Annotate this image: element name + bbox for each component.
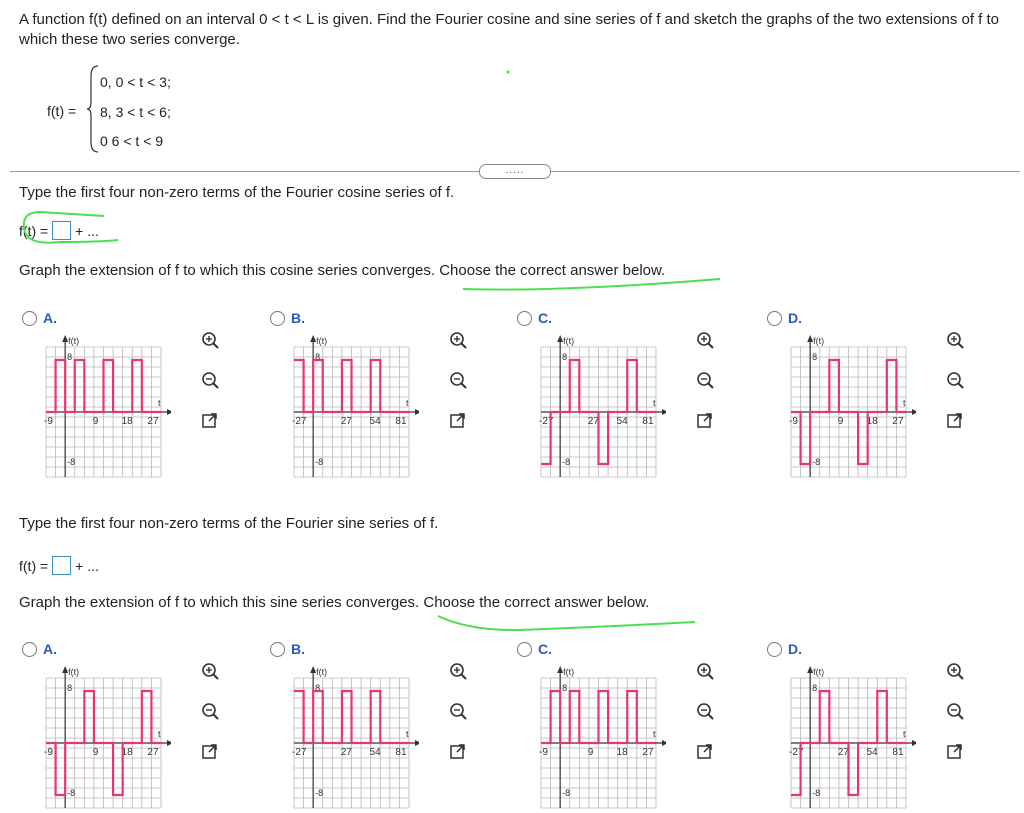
- sine-option-radio[interactable]: [270, 642, 285, 657]
- annotation-dot: [507, 71, 510, 74]
- zoom-out-icon[interactable]: [201, 702, 219, 720]
- x-tick-label: 27: [340, 416, 352, 427]
- zoom-out-icon[interactable]: [201, 371, 219, 389]
- zoom-in-icon[interactable]: [449, 662, 467, 680]
- y-tick-bottom: -8: [315, 788, 324, 798]
- open-external-icon[interactable]: [696, 742, 714, 760]
- x-tick-label: -9: [44, 747, 53, 758]
- cosine-option-a[interactable]: [22, 310, 57, 326]
- cosine-option-label: A.: [43, 310, 57, 326]
- zoom-in-icon[interactable]: [449, 331, 467, 349]
- cosine-option-radio[interactable]: [767, 311, 782, 326]
- open-external-icon[interactable]: [201, 411, 219, 429]
- cosine-option-c[interactable]: [517, 310, 552, 326]
- x-tick-label: 27: [340, 747, 352, 758]
- x-tick-label: -27: [539, 416, 554, 427]
- y-tick-bottom: -8: [67, 457, 76, 467]
- y-tick-bottom: -8: [562, 788, 571, 798]
- zoom-out-icon[interactable]: [946, 702, 964, 720]
- cosine-instruction: Type the first four non-zero terms of the Fourier cosine series of f.: [19, 184, 455, 201]
- x-tick-label: -27: [789, 747, 804, 758]
- zoom-out-icon[interactable]: [696, 702, 714, 720]
- x-tick-label: 27: [642, 747, 654, 758]
- x-tick-label: 81: [642, 416, 654, 427]
- x-axis-label: t: [903, 398, 906, 408]
- x-tick-label: -9: [789, 416, 798, 427]
- x-tick-label: 18: [121, 416, 133, 427]
- open-external-icon[interactable]: [696, 411, 714, 429]
- y-tick-top: 8: [812, 683, 818, 693]
- extension-curve: [294, 360, 409, 412]
- cosine-graph-instruction: Graph the extension of f to which this cosine series converges. Choose the correct answer below.: [19, 262, 666, 279]
- sine-option-a[interactable]: [22, 641, 57, 657]
- y-axis-label: f(t): [813, 336, 825, 346]
- x-tick-label: -9: [44, 416, 53, 427]
- sine-graph-instruction: Graph the extension of f to which this sine series converges. Choose the correct answer below.: [19, 594, 650, 611]
- sine-graph: [284, 663, 419, 813]
- open-external-icon[interactable]: [946, 411, 964, 429]
- sine-option-label: B.: [291, 641, 305, 657]
- zoom-out-icon[interactable]: [449, 702, 467, 720]
- x-tick-label: 27: [147, 416, 159, 427]
- cosine-answer-input[interactable]: [52, 221, 71, 240]
- zoom-in-icon[interactable]: [696, 662, 714, 680]
- x-tick-label: 27: [892, 416, 904, 427]
- sine-instruction: Type the first four non-zero terms of the Fourier sine series of f.: [19, 515, 439, 532]
- extension-curve: [541, 691, 656, 743]
- function-label: f(t) =: [47, 103, 77, 119]
- y-tick-bottom: -8: [812, 788, 821, 798]
- x-tick-label: 9: [92, 747, 99, 758]
- x-tick-label: 9: [92, 416, 99, 427]
- x-tick-label: 81: [892, 747, 904, 758]
- cosine-option-radio[interactable]: [22, 311, 37, 326]
- x-tick-label: 18: [866, 416, 878, 427]
- x-tick-label: 81: [395, 416, 407, 427]
- y-axis-label: f(t): [68, 336, 80, 346]
- y-tick-bottom: -8: [315, 457, 324, 467]
- y-tick-top: 8: [67, 352, 73, 362]
- cosine-graph: [531, 332, 666, 482]
- y-tick-bottom: -8: [562, 457, 571, 467]
- zoom-in-icon[interactable]: [201, 662, 219, 680]
- sine-option-d[interactable]: [767, 641, 802, 657]
- cosine-graph: [36, 332, 171, 482]
- zoom-in-icon[interactable]: [696, 331, 714, 349]
- extension-curve: [294, 691, 409, 743]
- zoom-in-icon[interactable]: [946, 662, 964, 680]
- zoom-out-icon[interactable]: [946, 371, 964, 389]
- x-tick-label: 54: [616, 416, 628, 427]
- x-tick-label: -9: [539, 747, 548, 758]
- case-1: 0, 0 < t < 3;: [100, 74, 171, 90]
- x-tick-label: 27: [147, 747, 159, 758]
- x-tick-label: 81: [395, 747, 407, 758]
- y-tick-bottom: -8: [812, 457, 821, 467]
- extension-curve: [46, 360, 161, 412]
- open-external-icon[interactable]: [946, 742, 964, 760]
- y-tick-top: 8: [315, 352, 321, 362]
- sine-option-radio[interactable]: [22, 642, 37, 657]
- annotation-underline-cosine: [463, 279, 720, 290]
- case-3: 0 6 < t < 9: [100, 133, 164, 149]
- y-tick-top: 8: [562, 683, 568, 693]
- sine-option-b[interactable]: [270, 641, 305, 657]
- cosine-option-d[interactable]: [767, 310, 802, 326]
- left-brace-icon: [86, 64, 100, 154]
- cosine-graph: [781, 332, 916, 482]
- cosine-option-label: D.: [788, 310, 802, 326]
- y-tick-top: 8: [67, 683, 73, 693]
- sine-graph: [36, 663, 171, 813]
- y-tick-top: 8: [315, 683, 321, 693]
- x-axis-label: t: [158, 398, 161, 408]
- y-tick-top: 8: [562, 352, 568, 362]
- zoom-in-icon[interactable]: [946, 331, 964, 349]
- sine-option-c[interactable]: [517, 641, 552, 657]
- cosine-option-radio[interactable]: [517, 311, 532, 326]
- sine-option-label: C.: [538, 641, 552, 657]
- x-tick-label: 9: [837, 416, 844, 427]
- x-tick-label: 9: [587, 747, 594, 758]
- zoom-out-icon[interactable]: [696, 371, 714, 389]
- open-external-icon[interactable]: [449, 742, 467, 760]
- expand-more-button[interactable]: .....: [479, 164, 551, 179]
- y-axis-label: f(t): [316, 336, 328, 346]
- y-axis-label: f(t): [68, 667, 80, 677]
- x-tick-label: 54: [866, 747, 878, 758]
- x-axis-label: t: [903, 729, 906, 739]
- cosine-graph: [284, 332, 419, 482]
- cosine-option-b[interactable]: [270, 310, 305, 326]
- x-tick-label: 54: [369, 416, 381, 427]
- x-tick-label: 18: [616, 747, 628, 758]
- sine-answer-suffix: + ...: [75, 557, 99, 574]
- sine-option-label: D.: [788, 641, 802, 657]
- y-tick-bottom: -8: [67, 788, 76, 798]
- x-tick-label: -27: [292, 747, 307, 758]
- x-axis-label: t: [158, 729, 161, 739]
- cosine-option-radio[interactable]: [270, 311, 285, 326]
- sine-answer-label: f(t) =: [19, 557, 49, 574]
- x-axis-label: t: [406, 398, 409, 408]
- annotation-underline-sine: [438, 616, 695, 630]
- cosine-answer-row: [19, 221, 99, 240]
- x-axis-label: t: [406, 729, 409, 739]
- y-axis-label: f(t): [563, 667, 575, 677]
- problem-statement: A function f(t) defined on an interval 0 < t < L is given. Find the Fourier cosine and sine series of f and sketch the graphs of the two extensions of f to which these two series converge.: [19, 11, 1000, 48]
- x-axis-label: t: [653, 398, 656, 408]
- zoom-out-icon[interactable]: [449, 371, 467, 389]
- x-tick-label: 27: [837, 747, 849, 758]
- sine-answer-input[interactable]: [52, 556, 71, 575]
- x-axis-label: t: [653, 729, 656, 739]
- cosine-option-label: C.: [538, 310, 552, 326]
- cosine-option-label: B.: [291, 310, 305, 326]
- sine-option-radio[interactable]: [767, 642, 782, 657]
- zoom-in-icon[interactable]: [201, 331, 219, 349]
- cosine-answer-suffix: + ...: [75, 222, 99, 239]
- sine-option-radio[interactable]: [517, 642, 532, 657]
- y-axis-label: f(t): [563, 336, 575, 346]
- x-tick-label: 27: [587, 416, 599, 427]
- sine-answer-row: [19, 556, 99, 575]
- y-axis-label: f(t): [813, 667, 825, 677]
- sine-graph: [781, 663, 916, 813]
- sine-graph: [531, 663, 666, 813]
- y-axis-label: f(t): [316, 667, 328, 677]
- sine-option-label: A.: [43, 641, 57, 657]
- y-tick-top: 8: [812, 352, 818, 362]
- x-tick-label: -27: [292, 416, 307, 427]
- x-tick-label: 54: [369, 747, 381, 758]
- open-external-icon[interactable]: [201, 742, 219, 760]
- cosine-answer-label: f(t) =: [19, 222, 49, 239]
- open-external-icon[interactable]: [449, 411, 467, 429]
- x-tick-label: 18: [121, 747, 133, 758]
- case-2: 8, 3 < t < 6;: [100, 104, 171, 120]
